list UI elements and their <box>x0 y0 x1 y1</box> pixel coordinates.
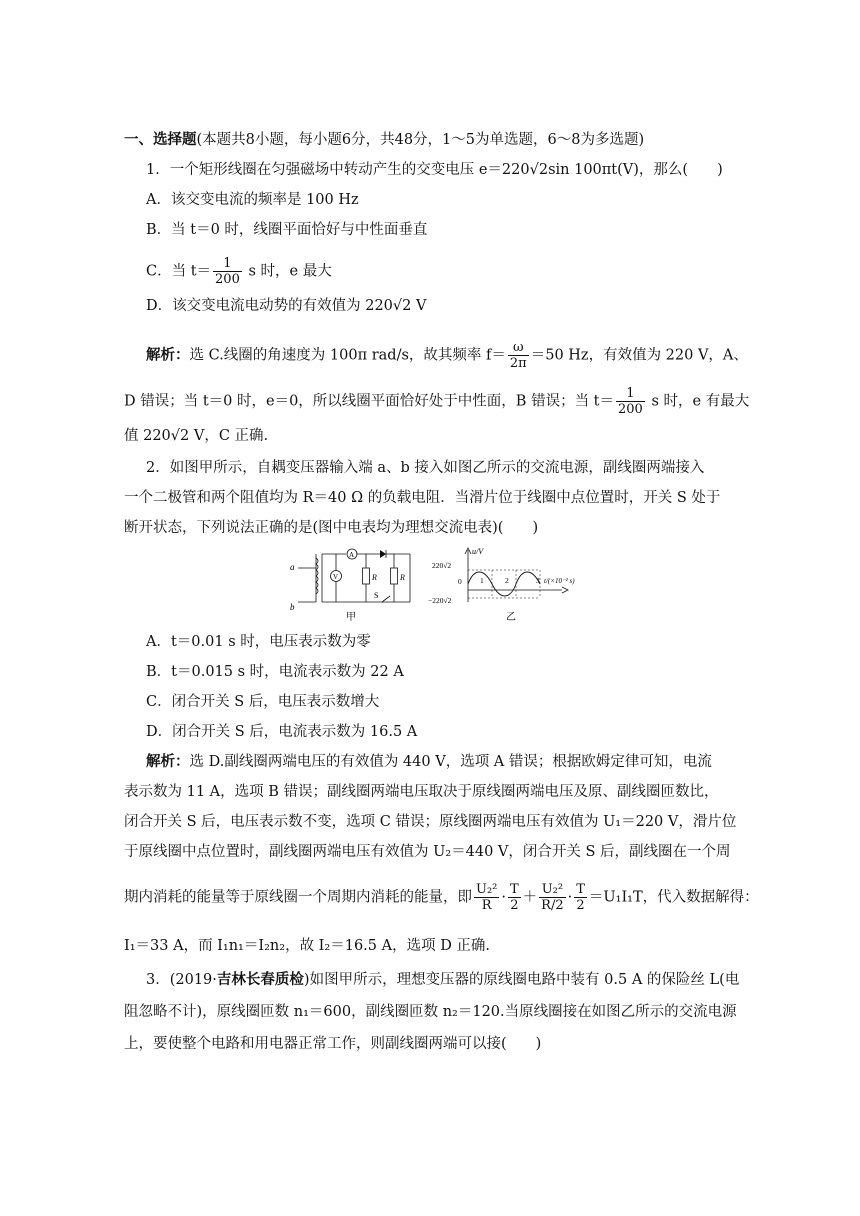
q1-answer-line-1: 解析：选 C.线圈的角速度为 100π rad/s，故其频率 f＝ $\frac{\omega}{2\pi}$ ＝50 Hz，有效值为 220 V，A、 <box>146 340 748 371</box>
figure-jia-caption: 甲 <box>346 612 356 623</box>
q2-option-a: A．t＝0.01 s 时，电压表示数为零 <box>146 634 371 650</box>
q2-answer-line-3: 闭合开关 S 后，电压表示数不变，选项 C 错误；原线圈两端电压有效值为 U₁＝220 V，滑片位 <box>124 814 737 830</box>
waveform-graph <box>428 546 604 626</box>
fraction: $\frac{1}{200}$ <box>618 386 643 417</box>
resistor-2 <box>391 568 398 584</box>
x-axis-label: t/(×10⁻² s) <box>544 577 575 585</box>
q2-stem-line-3: 断开状态，下列说法正确的是(图中电表均为理想交流电表)( ) <box>124 520 539 536</box>
q1-option-c: C．当 t＝ $\frac{1}{200}$ s 时，e 最大 <box>146 256 332 287</box>
fraction: $\frac{1}{200}$ <box>215 256 240 287</box>
fraction: $\frac{\text{U₂²}}{R/2}$ <box>541 882 564 913</box>
q3-stem-line-2: 阻忽略不计)，原线圈匝数 n₁＝600，副线圈匝数 n₂＝120.当原线圈接在如图乙所示的交流电源 <box>124 1004 737 1020</box>
answer-label: 解析： <box>146 347 190 364</box>
q2-answer-line-5: 期内消耗的能量等于原线圈一个周期内消耗的能量，即 $\frac{\text{U₂²}}{R}$ · $\frac{T}{2}$ ＋ $\frac{\text{U₂²}}{R/2}$ · $\frac{T}{2}$ ＝U₁I₁T，代入数据解得： <box>124 882 759 913</box>
q1-formula: e＝220√2sin 100πt(V) <box>478 162 639 178</box>
y-axis-label: u/V <box>472 547 484 556</box>
y-bottom-label: −220√2 <box>428 596 452 605</box>
terminal-b-label: b <box>290 602 295 612</box>
section-title: 一、选择题 <box>124 132 197 148</box>
q2-answer-line-4: 于原线圈中点位置时，副线圈两端电压有效值为 U₂＝440 V，闭合开关 S 后，副线圈在一个周 <box>124 844 731 860</box>
q2-option-d: D．闭合开关 S 后，电流表示数为 16.5 A <box>146 724 418 740</box>
q2-answer-line-2: 表示数为 11 A，选项 B 错误；副线圈两端电压取决于原线圈两端电压及原、副线圈匝数比， <box>124 784 719 800</box>
q3-stem-line-1: 3．(2019·吉林长春质检)如图甲所示，理想变压器的原线圈电路中装有 0.5 A 的保险丝 L(电 <box>146 972 740 988</box>
fraction: $\frac{\text{U₂²}}{R}$ <box>476 882 498 913</box>
switch <box>382 596 390 602</box>
switch-label: S <box>374 591 379 600</box>
q1-option-d: D．该交变电流电动势的有效值为 220√2 V <box>146 298 427 314</box>
q1-option-b: B．当 t＝0 时，线圈平面恰好与中性面垂直 <box>146 222 428 238</box>
fraction: $\frac{T}{2}$ <box>576 882 585 913</box>
resistor-1-label: R <box>372 573 377 582</box>
answer-label: 解析： <box>146 754 190 770</box>
q2-answer-line-1: 解析：选 D.副线圈两端电压的有效值为 440 V，选项 A 错误；根据欧姆定律可知，电流 <box>146 754 712 770</box>
t-tick-3: 3 <box>536 576 540 585</box>
q2-option-b: B．t＝0.015 s 时，电流表示数为 22 A <box>146 664 404 680</box>
circuit-diagram <box>290 546 420 626</box>
t-tick-1: 1 <box>480 576 484 585</box>
figure-yi-caption: 乙 <box>506 612 516 623</box>
ammeter-label: A <box>349 551 355 559</box>
section-heading <box>124 130 644 150</box>
q1-answer-line-3: 值 220√2 V，C 正确. <box>124 428 269 444</box>
q2-answer-line-6: I₁＝33 A，而 I₁n₁＝I₂n₂，故 I₂＝16.5 A，选项 D 正确. <box>124 938 491 954</box>
q1-option-a: A．该交变电流的频率是 100 Hz <box>146 192 359 208</box>
zero-label: 0 <box>458 577 462 586</box>
q2-option-c: C．闭合开关 S 后，电压表示数增大 <box>146 694 380 710</box>
q1-answer-line-2: D 错误；当 t＝0 时，e＝0，所以线圈平面恰好处于中性面，B 错误；当 t＝ $\frac{1}{200}$ s 时，e 有最大 <box>124 386 750 417</box>
q1-stem: 1．一个矩形线圈在匀强磁场中转动产生的交变电压 e＝220√2sin 100πt(V)，那么( ) <box>146 162 723 178</box>
terminal-a-label: a <box>290 562 295 572</box>
fraction: $\frac{T}{2}$ <box>510 882 519 913</box>
t-tick-2: 2 <box>505 576 509 585</box>
resistor-2-label: R <box>400 573 405 582</box>
diode <box>380 550 386 558</box>
q2-stem-line-2: 一个二极管和两个阻值均为 R＝40 Ω 的负载电阻．当滑片位于线圈中点位置时，开关 S 处于 <box>124 490 721 506</box>
q3-stem-line-3: 上，要使整个电路和用电器正常工作，则副线圈两端可以接( ) <box>124 1036 542 1052</box>
section-note: (本题共8小题，每小题6分，共48分，1～5为单选题，6～8为多选题) <box>196 132 645 148</box>
q3-source: 吉林长春质检 <box>216 972 304 988</box>
sine-wave <box>468 572 540 596</box>
resistor-1 <box>363 568 370 584</box>
q2-stem-line-1: 2．如图甲所示，自耦变压器输入端 a、b 接入如图乙所示的交流电源，副线圈两端接入 <box>146 460 705 476</box>
voltmeter-label: V <box>333 573 339 581</box>
y-top-label: 220√2 <box>432 561 452 570</box>
fraction: $\frac{\omega}{2\pi}$ <box>509 340 527 371</box>
